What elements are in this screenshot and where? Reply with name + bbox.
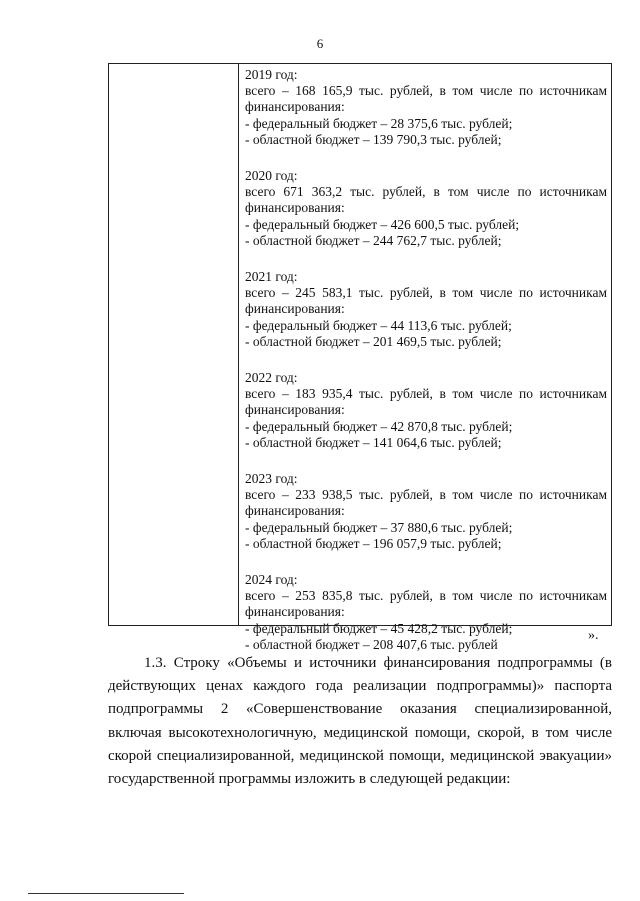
regional-budget-line: - областной бюджет – 196 057,9 тыс. рублей; (245, 535, 502, 551)
paragraph-line: подпрограммы 2 «Совершенствование оказания специализированной, (108, 701, 612, 718)
year-total: всего – 245 583,1 тыс. рублей, в том числе по источникам (245, 285, 607, 301)
year-total: всего 671 363,2 тыс. рублей, в том числе по источникам (245, 184, 607, 200)
year-total-continued: финансирования: (245, 200, 345, 216)
year-block-2022 (245, 370, 607, 451)
regional-budget-line: - областной бюджет – 141 064,6 тыс. рублей; (245, 434, 502, 450)
regional-budget-line: - областной бюджет – 208 407,6 тыс. рублей (245, 636, 498, 652)
year-total-continued: финансирования: (245, 604, 345, 620)
year-total-continued: финансирования: (245, 503, 345, 519)
year-block-2019 (245, 67, 607, 148)
year-total: всего – 168 165,9 тыс. рублей, в том числе по источникам (245, 83, 607, 99)
year-heading: 2021 год: (245, 269, 298, 285)
federal-budget-line: - федеральный бюджет – 44 113,6 тыс. рублей; (245, 317, 512, 333)
year-total: всего – 253 835,8 тыс. рублей, в том числе по источникам (245, 588, 607, 604)
year-heading: 2022 год: (245, 370, 298, 386)
year-total: всего – 233 938,5 тыс. рублей, в том числе по источникам (245, 487, 607, 503)
paragraph-line: государственной программы изложить в следующей редакции: (108, 771, 511, 788)
paragraph-line: действующих ценах каждого года реализации подпрограммы)» паспорта (108, 678, 612, 695)
year-heading: 2019 год: (245, 67, 298, 82)
federal-budget-line: - федеральный бюджет – 37 880,6 тыс. рублей; (245, 519, 513, 535)
closing-quote: ». (588, 628, 599, 643)
year-total-continued: финансирования: (245, 402, 345, 418)
federal-budget-line: - федеральный бюджет – 42 870,8 тыс. рублей; (245, 418, 513, 434)
federal-budget-line: - федеральный бюджет – 426 600,5 тыс. рублей; (245, 216, 520, 232)
year-total-continued: финансирования: (245, 301, 345, 317)
regional-budget-line: - областной бюджет – 139 790,3 тыс. рублей; (245, 131, 502, 147)
page-number: 6 (316, 36, 324, 51)
table-column-divider (238, 64, 239, 625)
year-block-2021 (245, 269, 607, 350)
paragraph-line: 1.3. Строку «Объемы и источники финансирования подпрограммы (в (144, 655, 612, 671)
year-block-2020 (245, 168, 607, 249)
amendment-paragraph (108, 652, 612, 791)
federal-budget-line: - федеральный бюджет – 45 428,2 тыс. рублей; (245, 620, 513, 636)
year-heading: 2020 год: (245, 168, 298, 184)
year-block-2023 (245, 471, 607, 552)
footer-rule (28, 893, 184, 894)
table-right-cell (245, 67, 607, 653)
federal-budget-line: - федеральный бюджет – 28 375,6 тыс. рублей; (245, 115, 513, 131)
regional-budget-line: - областной бюджет – 244 762,7 тыс. рублей; (245, 232, 502, 248)
year-total-continued: финансирования: (245, 99, 345, 115)
year-heading: 2023 год: (245, 471, 298, 487)
year-total: всего – 183 935,4 тыс. рублей, в том числе по источникам (245, 386, 607, 402)
paragraph-line: скорой специализированной, медицинской помощи, медицинской эвакуации» (108, 747, 612, 764)
funding-table (108, 63, 612, 652)
year-heading: 2024 год: (245, 572, 298, 588)
regional-budget-line: - областной бюджет – 201 469,5 тыс. рублей; (245, 333, 502, 349)
paragraph-line: включая высокотехнологичную, медицинской помощи, скорой, в том числе (108, 724, 612, 741)
year-block-2024 (245, 572, 607, 653)
